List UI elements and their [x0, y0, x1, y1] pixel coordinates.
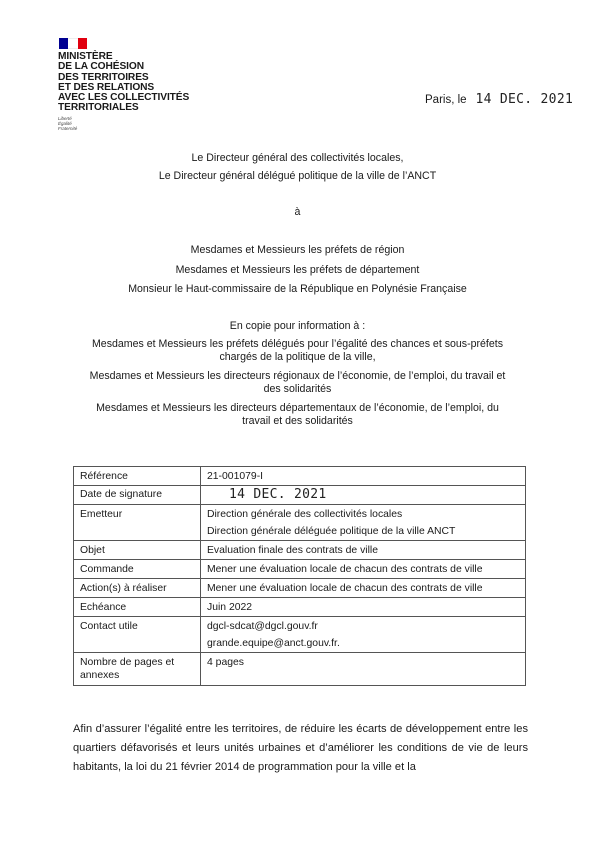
sender-line: Le Directeur général délégué politique de la ville de l’ANCT [158, 170, 437, 182]
table-label-cell: Action(s) à réaliser [74, 579, 201, 598]
contact-email: grande.equipe@anct.gouv.fr. [207, 638, 340, 649]
copy-recipient-line: chargés de la politique de la ville, [219, 351, 376, 363]
to-word: à [294, 206, 301, 218]
ministry-logo [58, 38, 208, 131]
table-value-cell: Juin 2022 [201, 598, 526, 617]
dateline [425, 92, 573, 107]
sender-line: Le Directeur général des collectivités locales, [191, 152, 404, 164]
date-stamp: 14 DEC. 2021 [475, 92, 574, 107]
recipient-line: Mesdames et Messieurs les préfets de département [175, 264, 420, 276]
reference-label: Référence [74, 468, 200, 486]
table-value-line: Direction générale des collectivités locales [207, 509, 403, 520]
table-row [74, 541, 526, 560]
flag-blue-band [59, 38, 68, 49]
motto-line: Fraternité [58, 125, 78, 131]
table-value-cell [201, 505, 526, 541]
contact-email: dgcl-sdcat@dgcl.gouv.fr [207, 621, 318, 632]
ministry-name-line: TERRITORIALES [58, 102, 139, 114]
table-label-cell: Contact utile [74, 617, 201, 653]
table-row [74, 505, 526, 541]
body-paragraph: Afin d’assurer l’égalité entre les territoires, de réduire les écarts de développement entre les quartiers défavorisés et leurs unités urbaines et d’améliorer les conditions de vie de leurs habitants, la loi du 21 février 2014 de programmation pour la ville et la [73, 723, 528, 773]
copy-recipient-line: Mesdames et Messieurs les directeurs départementaux de l’économie, de l’emploi, du [96, 402, 499, 414]
table-value-cell: Mener une évaluation locale de chacun des contrats de ville [201, 579, 526, 598]
table-row [74, 579, 526, 598]
reference-value: 21-001079-I [201, 468, 525, 486]
table-row [74, 617, 526, 653]
table-value-cell: 4 pages [201, 653, 526, 686]
signature-label: Date de signature [80, 489, 163, 500]
motto-line: Égalité [58, 120, 72, 126]
ministry-name-line: ET DES RELATIONS [58, 81, 155, 93]
motto-line: Liberté [58, 115, 72, 121]
table-value-line: Direction générale déléguée politique de la ville ANCT [207, 526, 456, 537]
signature-date-stamp: 14 DEC. 2021 [229, 487, 327, 502]
ministry-name-line: DES TERRITOIRES [58, 71, 149, 83]
recipient-line: Mesdames et Messieurs les préfets de région [190, 244, 405, 256]
table-row [74, 467, 526, 505]
ministry-name-line: AVEC LES COLLECTIVITÉS [58, 92, 190, 104]
flag-red-band [78, 38, 87, 49]
french-flag-icon [59, 38, 87, 49]
ministry-name-line: MINISTÈRE [58, 51, 113, 62]
ministry-name-line: DE LA COHÉSION [58, 61, 144, 73]
document-info-table [73, 466, 526, 686]
flag-white-band [68, 38, 77, 49]
table-label-cell [74, 467, 201, 505]
signature-value-wrap [207, 486, 519, 504]
copy-recipient-line: travail et des solidarités [242, 415, 353, 427]
copy-recipient-line: Mesdames et Messieurs les directeurs régionaux de l’économie, de l’emploi, du travail et [89, 370, 506, 382]
table-value-cell [201, 467, 526, 505]
copy-recipient-line: des solidarités [263, 383, 332, 395]
table-label-cell: Nombre de pages et annexes [74, 653, 201, 686]
table-row [74, 560, 526, 579]
table-label-cell: Objet [74, 541, 201, 560]
table-value-cell: Mener une évaluation locale de chacun des contrats de ville [201, 560, 526, 579]
table-row [74, 653, 526, 686]
ministry-name [58, 52, 208, 114]
table-row [74, 598, 526, 617]
copy-recipient-line: Mesdames et Messieurs les préfets délégués pour l’égalité des chances et sous-préfets [91, 338, 503, 350]
copy-heading: En copie pour information à : [229, 320, 366, 332]
table-value-cell: Evaluation finale des contrats de ville [201, 541, 526, 560]
table-label-cell: Emetteur [74, 505, 201, 541]
table-label-cell: Echéance [74, 598, 201, 617]
table-label-cell: Commande [74, 560, 201, 579]
republic-motto [58, 116, 208, 131]
recipient-line: Monsieur le Haut-commissaire de la République en Polynésie Française [128, 283, 467, 295]
table-value-cell [201, 617, 526, 653]
place-label: Paris, le [425, 94, 467, 106]
